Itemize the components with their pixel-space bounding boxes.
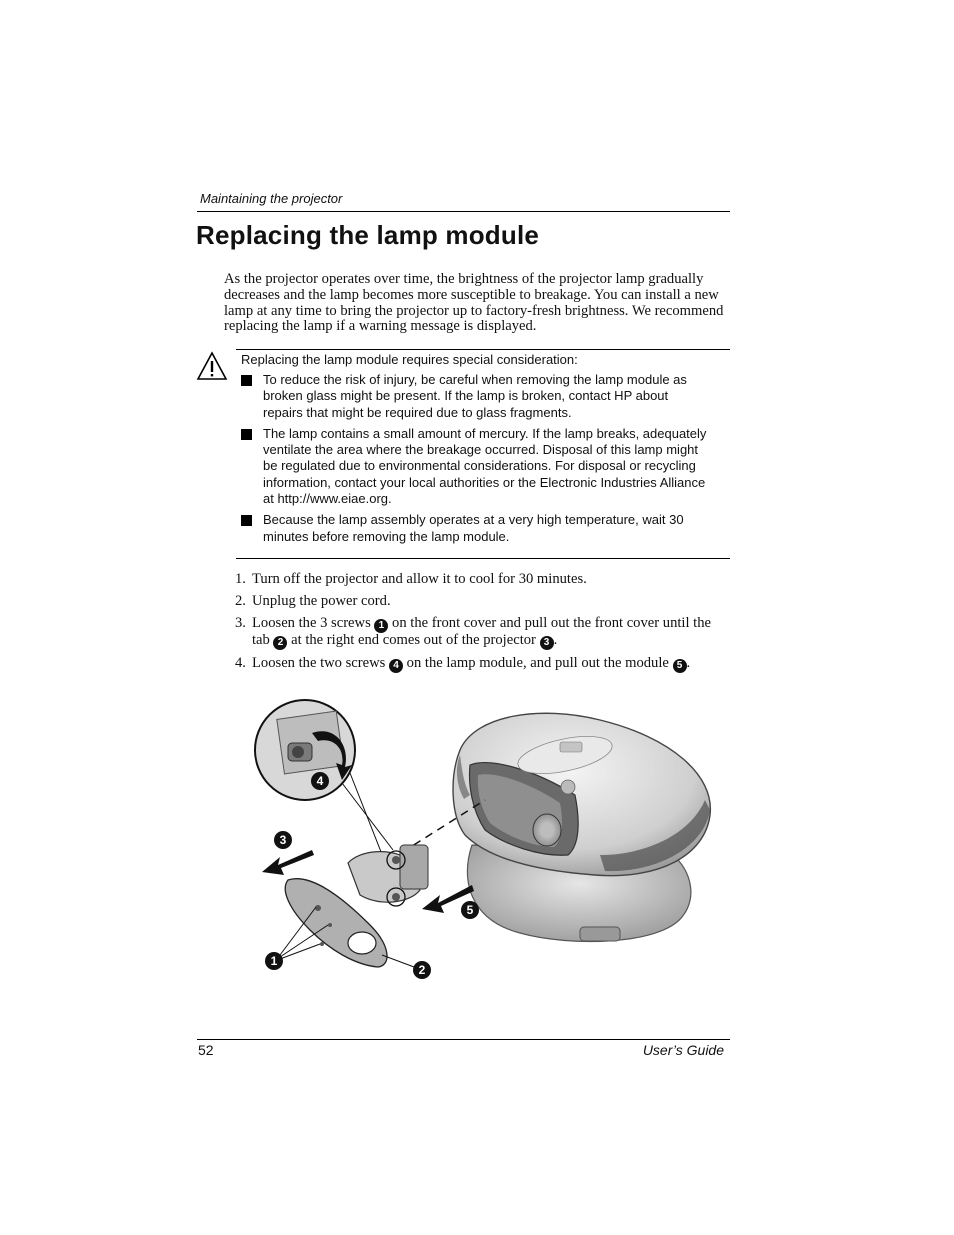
caution-intro: Replacing the lamp module requires special consideration: [241,352,578,367]
header-rule [197,211,730,212]
page-number: 52 [198,1042,214,1058]
running-header: Maintaining the projector [200,191,343,206]
step-item: 2. Unplug the power cord. [235,592,391,609]
step-item: 3. Loosen the 3 screws 1 on the front cover and pull out the front cover until the tab 2 at the right end comes out of the projector 3 . [235,614,712,648]
svg-text:1: 1 [270,954,278,968]
caution-item: The lamp contains a small amount of mercury. If the lamp breaks, adequately ventilate the area where the breakage occurred. Disposal of this lamp might be regulated due to environmental considerations. For disposal or recycling information, contact your local authorities or the Electronic Industries Alliance at http://www.eiae.org. [241,426,711,507]
caution-item: Because the lamp assembly operates at a very high temperature, wait 30 minutes before removing the lamp module. [241,512,711,545]
page-title: Replacing the lamp module [196,220,540,250]
svg-text:5: 5 [466,903,474,917]
steps-list [230,572,730,679]
callout-2-icon: 2 [273,636,287,650]
square-bullet-icon [241,429,252,440]
caution-rule-top [236,349,730,350]
square-bullet-icon [241,515,252,526]
footer-rule [197,1039,730,1040]
lamp-replacement-illustration [250,695,720,995]
warning-triangle-icon [196,351,228,381]
svg-text:3: 3 [279,833,287,847]
step-item: 1. Turn off the projector and allow it to cool for 30 minutes. [235,571,587,587]
footer-guide-label: User’s Guide [642,1042,724,1058]
svg-text:4: 4 [316,774,324,788]
intro-paragraph: As the projector operates over time, the brightness of the projector lamp gradually decreases and the lamp becomes more susceptible to breakage. You can install a new lamp at any time to bring the projector up to factory-fresh brightness. We recommend replacing the lamp if a warning message is displayed. [224,271,724,335]
callout-4-icon: 4 [389,659,403,673]
caution-rule-bottom [236,558,730,559]
step-item: 4. Loosen the two screws 4 on the lamp module, and pull out the module 5 . [235,654,691,671]
callout-5-icon: 5 [673,659,687,673]
caution-list [241,372,711,550]
square-bullet-icon [241,375,252,386]
callout-3-icon: 3 [540,636,554,650]
caution-item: To reduce the risk of injury, be careful when removing the lamp module as broken glass might be present. If the lamp is broken, contact HP about repairs that might be required due to glass fragments. [241,372,711,421]
callout-1-icon: 1 [374,619,388,633]
svg-text:2: 2 [418,963,426,977]
